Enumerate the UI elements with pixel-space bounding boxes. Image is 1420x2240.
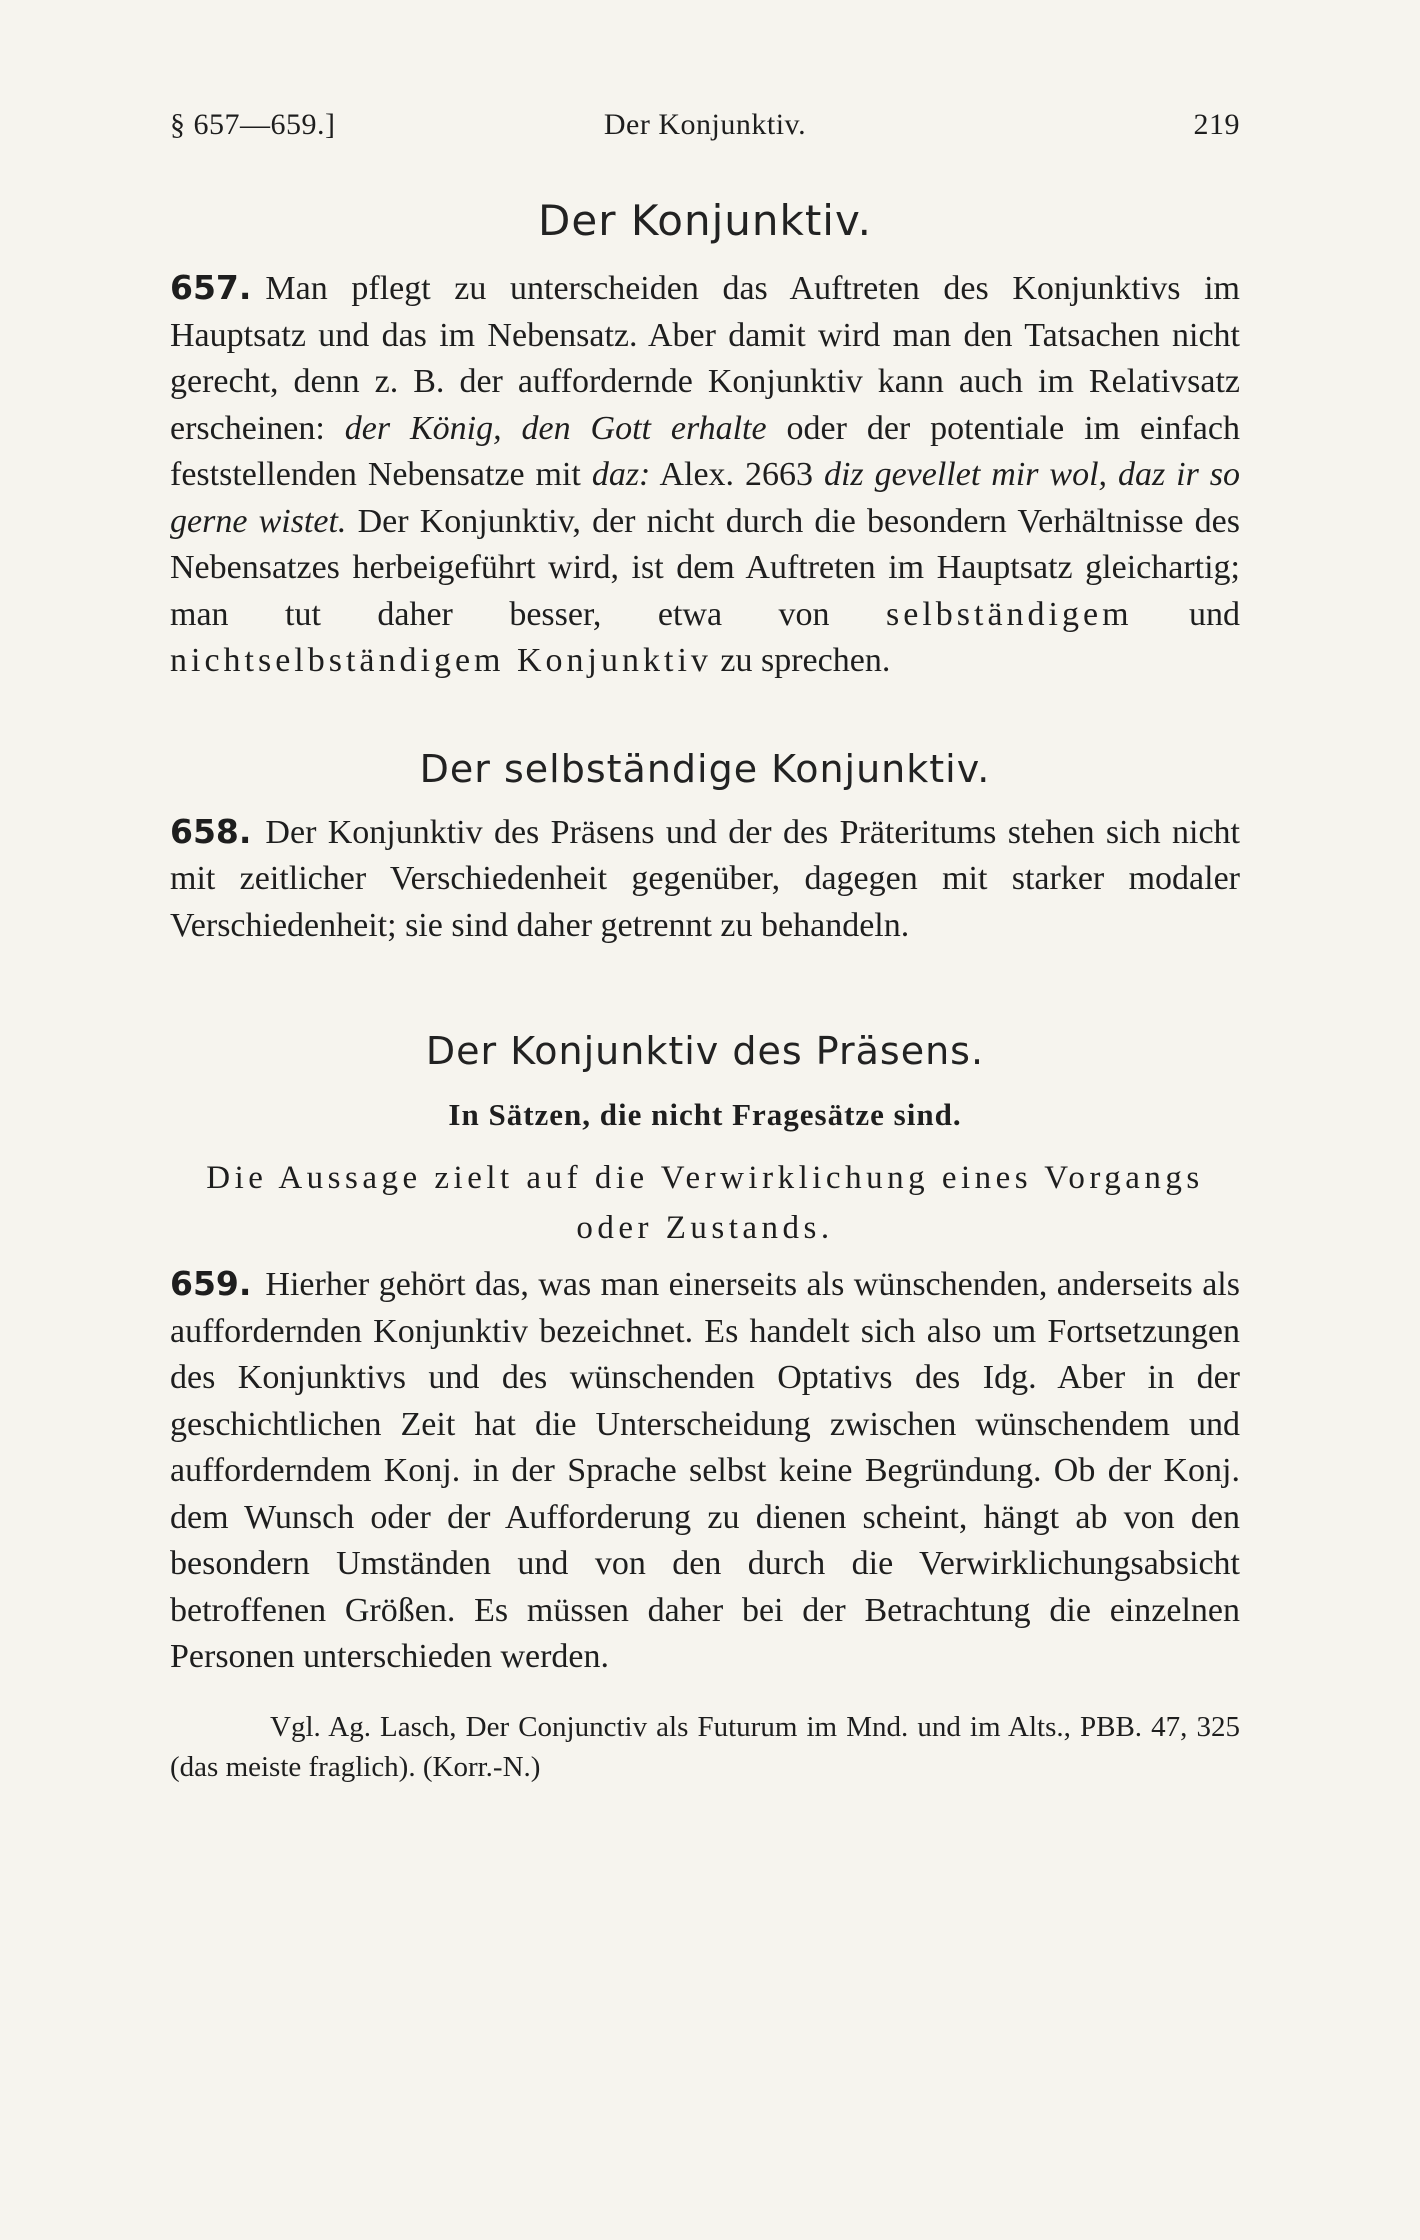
paragraph-number-658: 658. [170, 811, 252, 851]
term-nichtselbstaendig: nichtselbständigem Konjunktiv [170, 642, 712, 679]
reference-note: Vgl. Ag. Lasch, Der Conjunctiv als Futurum im Mnd. und im Alts., PBB. 47, 325 (das meiste fraglich). (Korr.-N.) [170, 1710, 1240, 1783]
running-head [170, 108, 1240, 152]
page-number: 219 [1193, 108, 1240, 141]
paragraph-659: 659. Hierher gehört das, was man einerseits als wünschenden, anderseits als auffordernden Konjunktiv bezeichnet. Es handelt sich also um Fortsetzungen des Konjunktivs und des wünschenden Optativs des Idg. Aber in der geschichtlichen Zeit hat die Unterscheidung zwischen wünschendem und aufforderndem Konj. in der Sprache selbst keine Begründung. Ob der Konj. dem Wunsch oder der Aufforderung zu dienen scheint, hängt ab von den besondern Umständen und von den durch die Verwirklichungsabsicht betroffenen Größen. Es müssen daher bei der Betrachtung die einzelnen Personen unterschieden werden. [170, 1264, 1240, 1675]
example-alex: diz gevellet mir wol, daz ir so gerne wistet. [170, 456, 1241, 540]
example-daz: daz: [591, 456, 651, 493]
paragraph-657: 657. Man pflegt zu unterscheiden das Auftreten des Konjunktivs im Hauptsatz und das im Nebensatz. Aber damit wird man den Tatsachen nicht gerecht, denn z. B. der auffordernde Konjunktiv kann auch im Relativsatz erscheinen: der König, den Gott erhalte oder der potentiale im einfach feststellenden Nebensatze mit daz: Alex. 2663 diz gevellet mir wol, daz ir so gerne wistet. Der Konjunktiv, der nicht durch die besondern Verhältnisse des Nebensatzes herbeigeführt wird, ist dem Auftreten im Hauptsatz gleichartig; man tut daher besser, etwa von selbständigem und nichtselbständigem Konjunktiv zu sprechen. [170, 268, 1241, 679]
book-page [170, 108, 1240, 1787]
subheading-nicht-fragesaetze: In Sätzen, die nicht Fragesätze sind. [448, 1097, 962, 1132]
paragraph-number-659: 659. [170, 1264, 252, 1303]
term-selbstaendig: selbständigem [886, 595, 1133, 633]
section-range: § 657—659.] [170, 108, 336, 141]
spaced-heading-aussage: Die Aussage zielt auf die Verwirklichung eines Vorgangs oder Zustands. [206, 1160, 1204, 1246]
section-heading-praesens: Der Konjunktiv des Präsens. [425, 1029, 985, 1073]
running-title: Der Konjunktiv. [603, 108, 807, 141]
chapter-title: Der Konjunktiv. [538, 196, 872, 245]
paragraph-number-657: 657. [170, 268, 252, 307]
section-heading-selbstaendig: Der selbständige Konjunktiv. [419, 746, 991, 791]
paragraph-658: 658. Der Konjunktiv des Präsens und der des Präteritums stehen sich nicht mit zeitlicher Verschiedenheit gegenüber, dagegen mit starker modaler Verschiedenheit; sie sind daher getrennt zu behandeln. [170, 811, 1240, 944]
example-koenig: der König, den Gott erhalte [344, 409, 767, 447]
